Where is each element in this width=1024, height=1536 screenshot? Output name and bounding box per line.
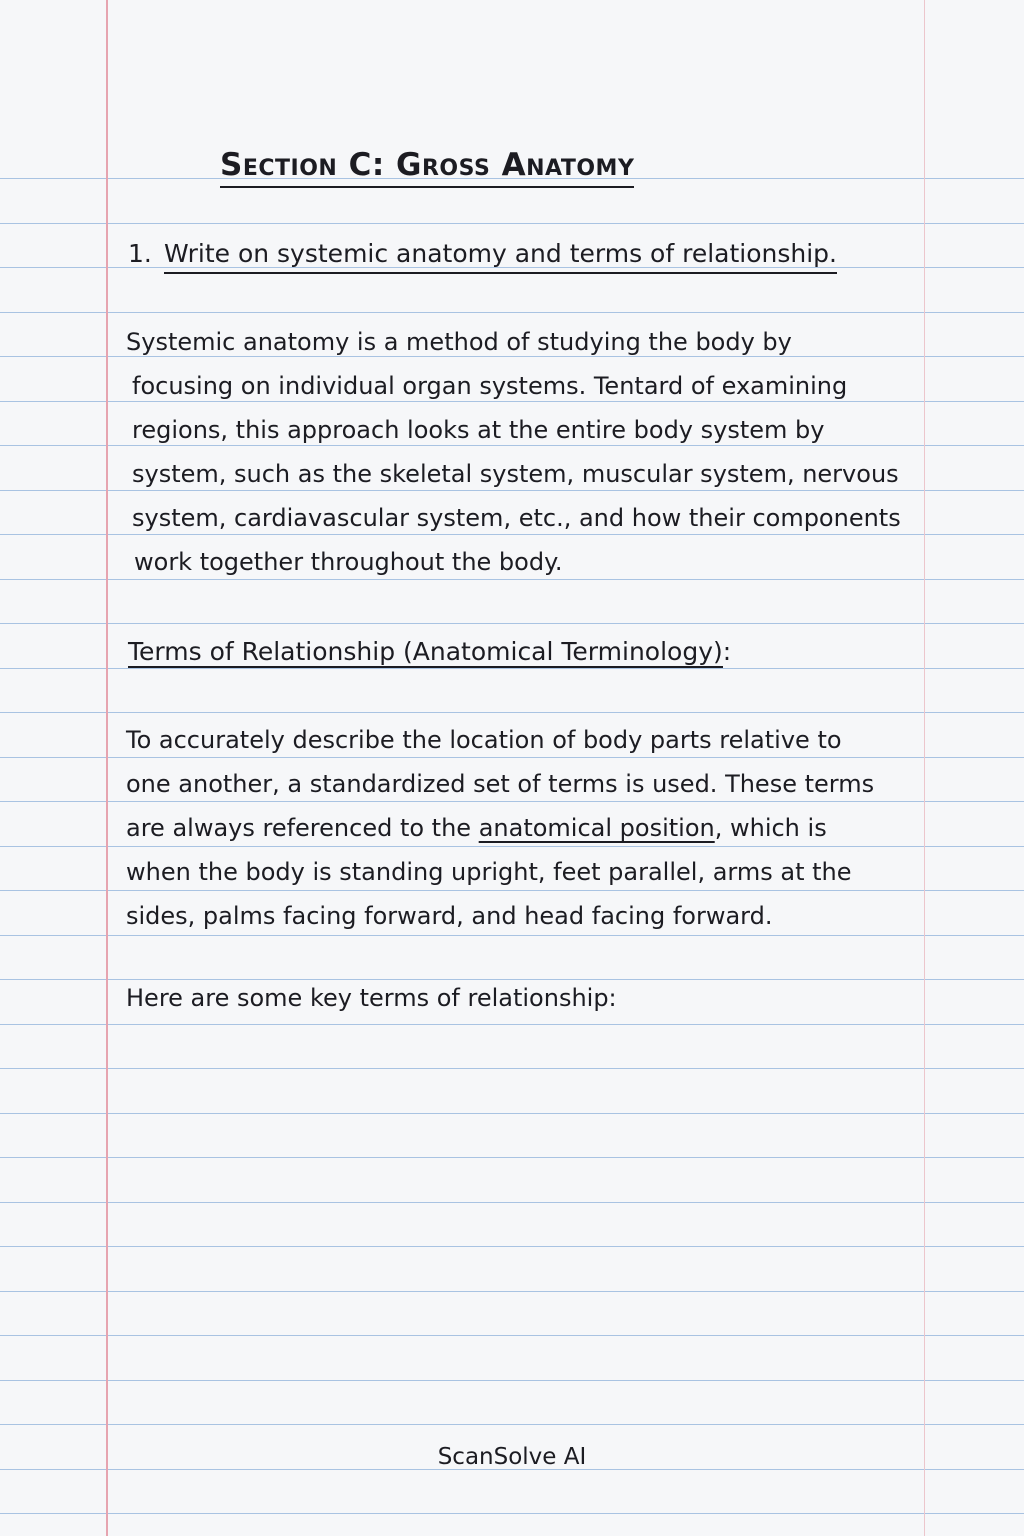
paragraph-line: system, such as the skeletal system, muscular system, nervous bbox=[132, 460, 899, 488]
ruled-line bbox=[0, 223, 1024, 224]
ruled-line bbox=[0, 1291, 1024, 1292]
subheading-colon: : bbox=[722, 637, 732, 666]
paragraph-key-terms-intro bbox=[126, 976, 617, 1020]
ruled-line bbox=[0, 1424, 1024, 1425]
paragraph-line: one another, a standardized set of terms is used. These terms bbox=[126, 770, 875, 798]
ruled-line bbox=[0, 1024, 1024, 1025]
paragraph-line: Systemic anatomy is a method of studying the body by bbox=[126, 328, 792, 356]
paragraph-line: focusing on individual organ systems. Tentard of examining bbox=[132, 372, 848, 400]
question-text: Write on systemic anatomy and terms of relationship. bbox=[164, 237, 837, 274]
paragraph-line: sides, palms facing forward, and head facing forward. bbox=[126, 902, 773, 930]
line-text: are always referenced to the bbox=[126, 814, 479, 842]
ruled-line bbox=[0, 1335, 1024, 1336]
anatomical-position-term: anatomical position bbox=[478, 814, 715, 842]
ruled-line bbox=[0, 1513, 1024, 1514]
section-title: Section C: Gross Anatomy bbox=[220, 146, 634, 188]
paragraph-anatomical-position bbox=[126, 718, 874, 938]
question-number: 1. bbox=[128, 239, 152, 268]
paragraph-line: To accurately describe the location of body parts relative to bbox=[126, 726, 842, 754]
footer-watermark: ScanSolve AI bbox=[437, 1444, 587, 1470]
left-margin-line bbox=[106, 0, 108, 1536]
ruled-line bbox=[0, 1068, 1024, 1069]
paragraph-line: when the body is standing upright, feet parallel, arms at the bbox=[126, 858, 852, 886]
ruled-line bbox=[0, 623, 1024, 624]
ruled-line bbox=[0, 1157, 1024, 1158]
paragraph-line: regions, this approach looks at the entire body system by bbox=[132, 416, 825, 444]
paragraph-line bbox=[126, 806, 874, 850]
ruled-line bbox=[0, 1113, 1024, 1114]
ruled-line bbox=[0, 1202, 1024, 1203]
ruled-line bbox=[0, 712, 1024, 713]
paragraph-line: Here are some key terms of relationship: bbox=[126, 984, 617, 1012]
paragraph-line: system, cardiavascular system, etc., and how their components bbox=[132, 504, 901, 532]
paragraph-systemic-anatomy bbox=[126, 320, 901, 584]
ruled-line bbox=[0, 1380, 1024, 1381]
subheading-terms-of-relationship bbox=[128, 634, 731, 670]
paragraph-line: work together throughout the body. bbox=[134, 548, 563, 576]
right-margin-line bbox=[924, 0, 925, 1536]
ruled-line bbox=[0, 1246, 1024, 1247]
subheading-text: Terms of Relationship (Anatomical Terminology) bbox=[128, 637, 723, 666]
line-text: , which is bbox=[714, 814, 827, 842]
ruled-line bbox=[0, 312, 1024, 313]
